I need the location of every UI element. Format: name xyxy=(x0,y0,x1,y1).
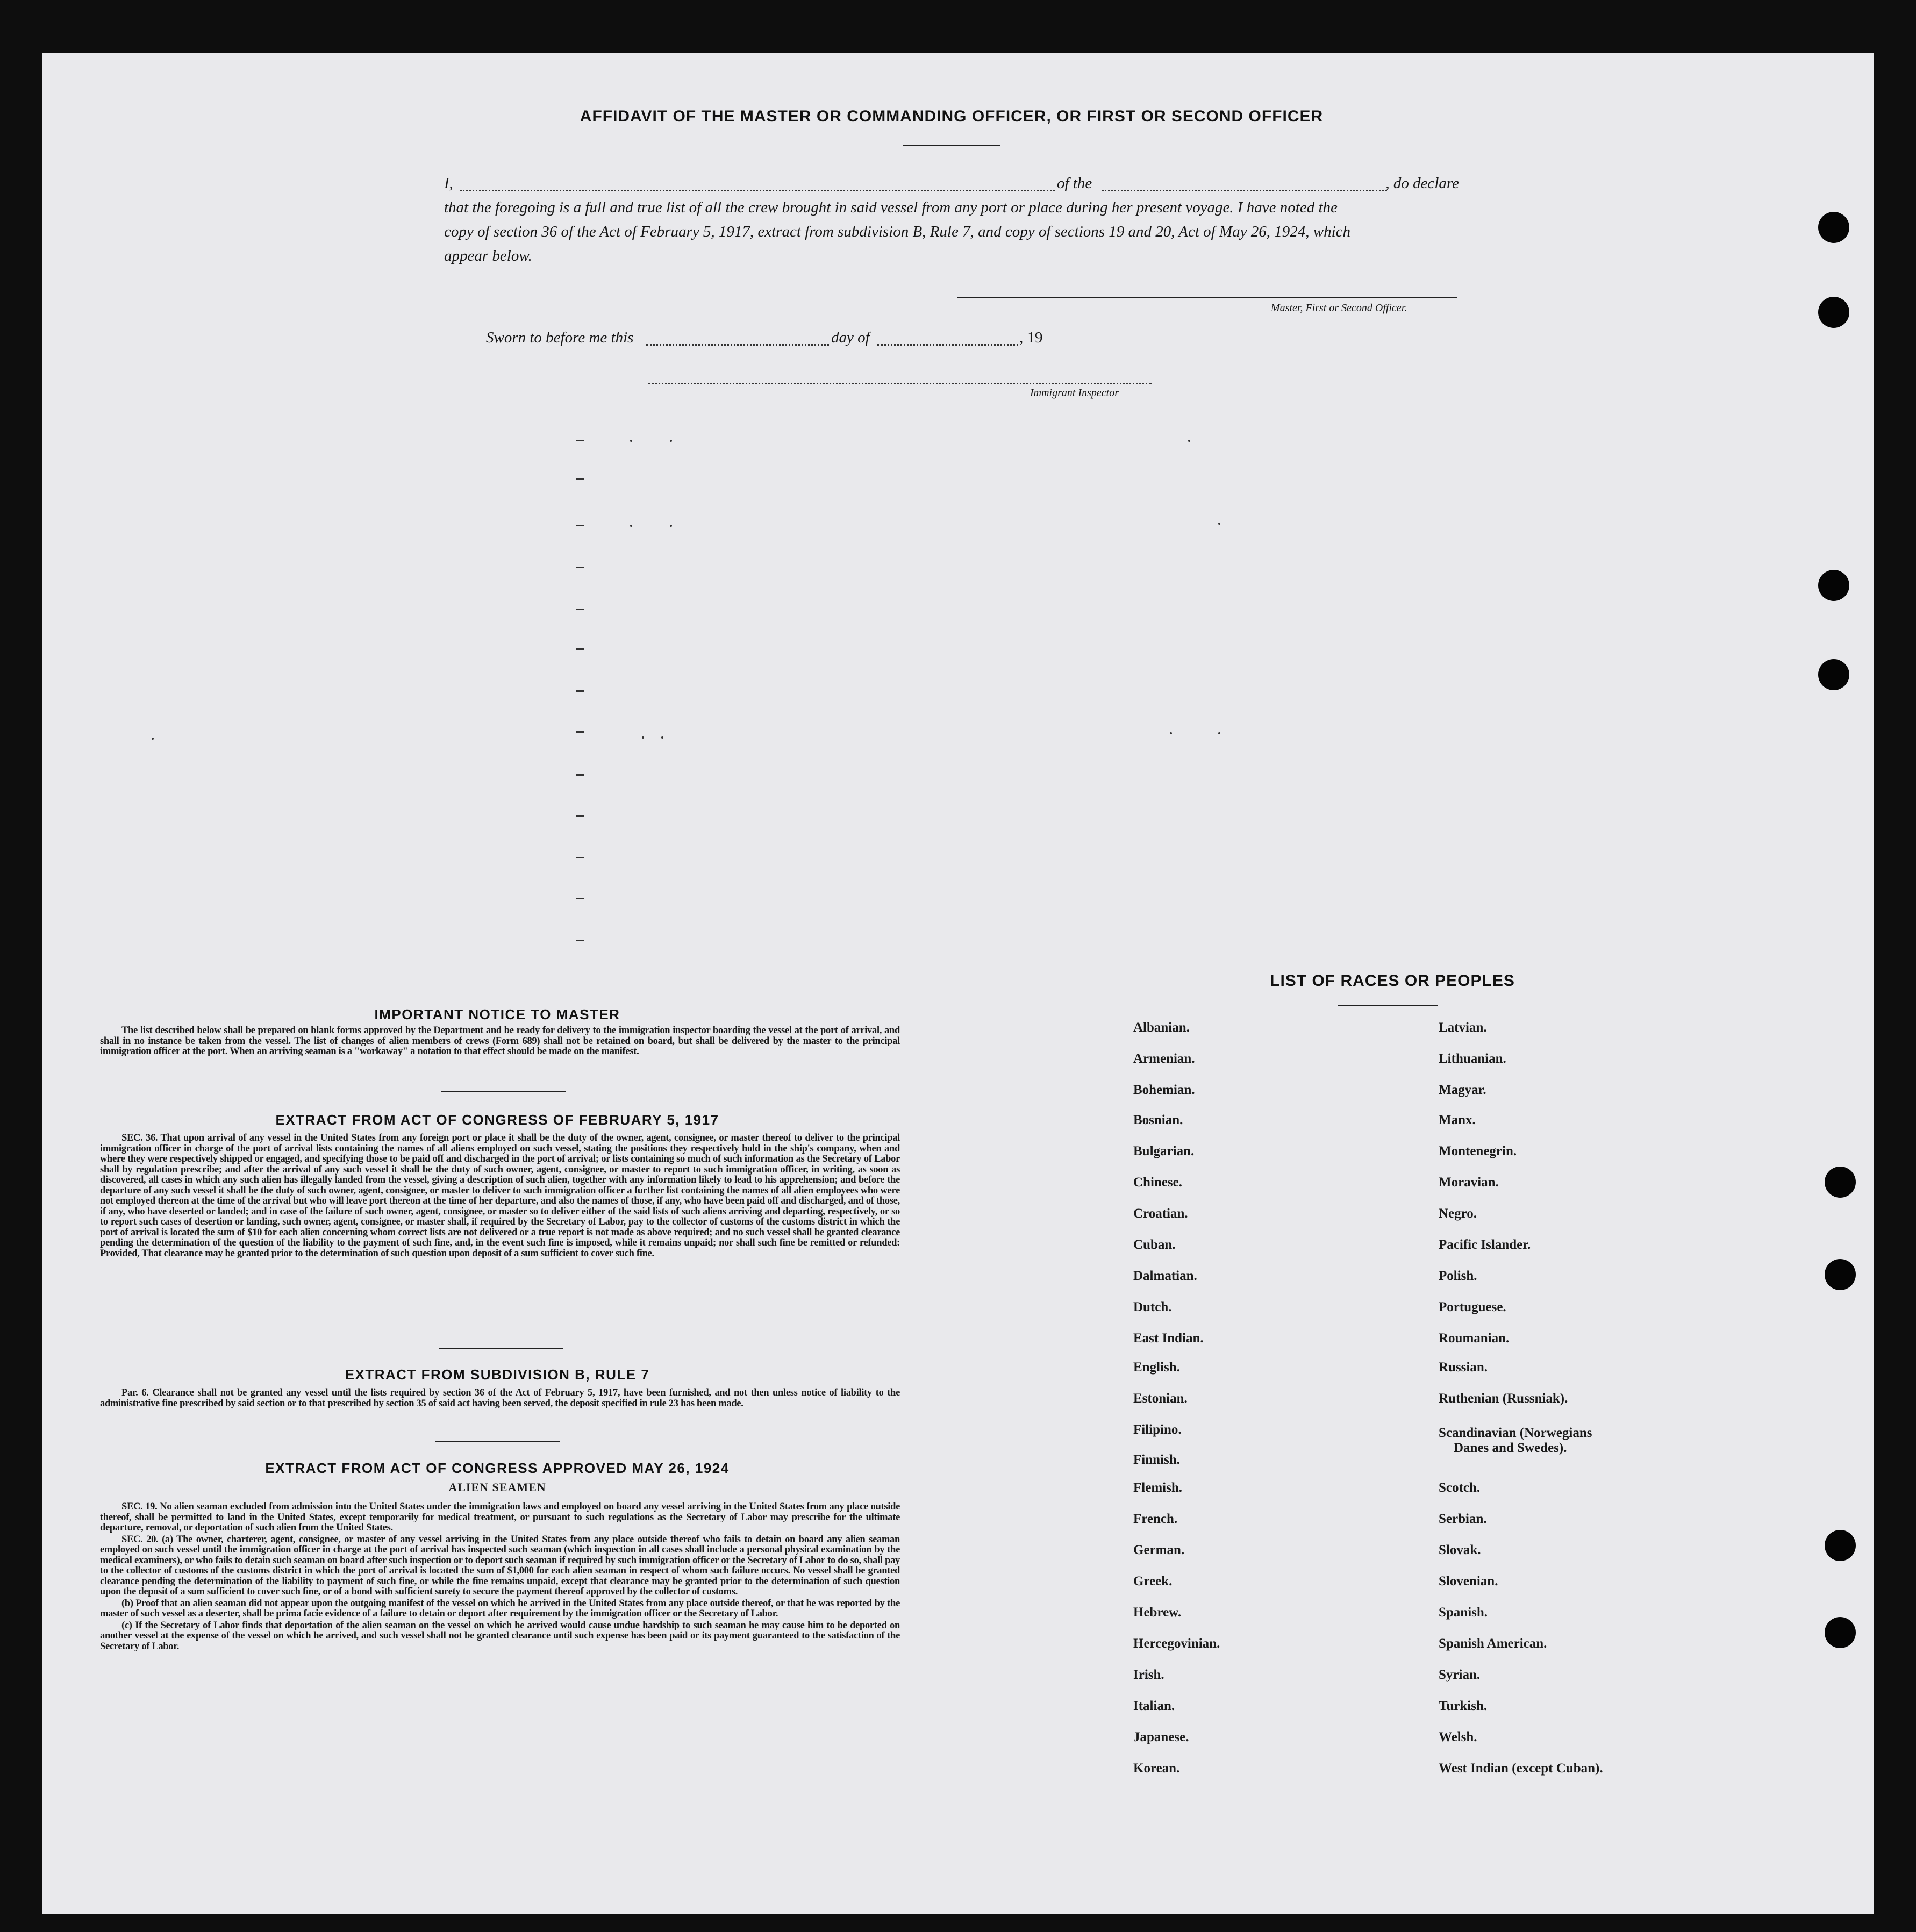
race-item: Hercegovinian. xyxy=(1133,1636,1220,1651)
affidavit-declare: , do declare xyxy=(1385,175,1459,192)
master-signature-label: Master, First or Second Officer. xyxy=(1271,302,1407,314)
race-item: Polish. xyxy=(1439,1269,1477,1283)
section-20b-paragraph: (b) Proof that an alien seaman did not appear upon the outgoing manifest of the vessel on which he arrived in the United States from any place outside thereof, or that he was reported by the master of such vessel as a deserter, shall be prima facie evidence of a failure to detain or deport after requirement by the immigration officer or the Secretary of Labor. xyxy=(100,1598,900,1619)
race-item: Dalmatian. xyxy=(1133,1269,1197,1283)
row-tick xyxy=(576,567,584,568)
vessel-blank xyxy=(1102,190,1387,191)
race-item: Lithuanian. xyxy=(1439,1051,1506,1066)
row-tick xyxy=(576,857,584,858)
binder-hole xyxy=(1825,1530,1856,1561)
race-item: Albanian. xyxy=(1133,1020,1190,1035)
race-item: Flemish. xyxy=(1133,1480,1182,1495)
extract-1924-title: EXTRACT FROM ACT OF CONGRESS APPROVED MAY 26, 1924 xyxy=(265,1460,730,1476)
race-item: Scandinavian (Norwegians xyxy=(1439,1426,1592,1440)
speck xyxy=(642,736,644,739)
row-tick xyxy=(576,525,584,526)
speck xyxy=(670,525,672,527)
row-tick xyxy=(576,690,584,692)
race-item: Slovenian. xyxy=(1439,1574,1498,1588)
master-signature-line xyxy=(957,297,1457,298)
race-item: Greek. xyxy=(1133,1574,1173,1588)
inspector-signature-label: Immigrant Inspector xyxy=(1030,387,1119,399)
race-item: Italian. xyxy=(1133,1699,1175,1713)
affidavit-i: I, xyxy=(444,175,453,192)
extract-1917-title: EXTRACT FROM ACT OF CONGRESS OF FEBRUARY 5, 1917 xyxy=(275,1112,719,1128)
race-item: Irish. xyxy=(1133,1668,1164,1682)
race-item: West Indian (except Cuban). xyxy=(1439,1761,1603,1776)
race-item: Russian. xyxy=(1439,1360,1488,1375)
sworn-day-of: day of xyxy=(831,329,870,346)
speck xyxy=(1188,440,1190,442)
binder-hole xyxy=(1818,297,1849,328)
inspector-signature-line xyxy=(648,383,1152,384)
rule7-paragraph: Par. 6. Clearance shall not be granted any vessel until the lists required by section 36 of the Act of February 5, 1917, have been furnished, and not then unless notice of liability to the administrative fine prescribed by said section or to that prescribed by section 35 of said act having been served, the deposit specified in rule 23 has been made. xyxy=(100,1387,900,1409)
races-title-divider xyxy=(1338,1005,1438,1006)
race-item: Ruthenian (Russniak). xyxy=(1439,1391,1568,1406)
race-item: Slovak. xyxy=(1439,1543,1481,1557)
race-item: East Indian. xyxy=(1133,1331,1204,1346)
title-divider xyxy=(903,145,1000,146)
race-item: Dutch. xyxy=(1133,1300,1172,1314)
speck xyxy=(1218,732,1220,734)
extract-rule7-text xyxy=(100,1388,900,1410)
binder-hole xyxy=(1818,212,1849,243)
race-item: Danes and Swedes). xyxy=(1454,1441,1567,1455)
alien-seamen-subtitle: ALIEN SEAMEN xyxy=(448,1480,546,1494)
race-item: Hebrew. xyxy=(1133,1605,1182,1620)
race-item: Spanish American. xyxy=(1439,1636,1547,1651)
sworn-line xyxy=(486,329,1131,350)
race-item: Bosnian. xyxy=(1133,1113,1183,1127)
race-item: Chinese. xyxy=(1133,1175,1182,1190)
affidavit-line-2: that the foregoing is a full and true list of all the crew brought in said vessel from any port or place during her present voyage. I have noted the xyxy=(444,199,1338,216)
race-item: Portuguese. xyxy=(1439,1300,1506,1314)
speck xyxy=(630,525,632,527)
extract-rule7-title: EXTRACT FROM SUBDIVISION B, RULE 7 xyxy=(345,1366,650,1383)
race-item: Roumanian. xyxy=(1439,1331,1510,1346)
affidavit-line-3: copy of section 36 of the Act of February 5, 1917, extract from subdivision B, Rule 7, and copy of sections 19 and 20, Act of May 26, 1924, which xyxy=(444,223,1351,240)
section-20a-paragraph: SEC. 20. (a) The owner, charterer, agent, consignee, or master of any vessel arriving in the United States from any place outside thereof who fails to detain on board any alien seaman employed on such vessel until the immigration officer in charge at the port of arrival has inspected such seaman (which inspection in all cases shall include a personal physical examination by the medical examiners), or who fails to detain such seaman on board after such inspection or to deport such seaman if required by such immigration officer or the Secretary of Labor to do so, shall pay to the collector of customs of the customs district in which the port of arrival is located the sum of $1,000 for each alien seaman in respect of whom such failure occurs. No vessel shall be granted clearance pending the determination of the liability to payment of such fine, or while the fine remains unpaid, except that clearance may be granted prior to the determination of such question upon the deposit of a sum sufficient to cover such fine, or of a bond with sufficient surety to secure the payment thereof approved by the collector of customs. xyxy=(100,1534,900,1597)
race-item: Syrian. xyxy=(1439,1668,1481,1682)
race-item: English. xyxy=(1133,1360,1180,1375)
speck xyxy=(670,440,672,442)
binder-hole xyxy=(1825,1167,1856,1198)
race-item: Pacific Islander. xyxy=(1439,1237,1531,1252)
sworn-day-blank xyxy=(646,344,829,346)
race-item: Manx. xyxy=(1439,1113,1476,1127)
extract-1917-text xyxy=(100,1133,900,1260)
race-item: Magyar. xyxy=(1439,1083,1486,1097)
notice-text xyxy=(100,1026,900,1058)
row-tick xyxy=(576,898,584,899)
affidavit-title: AFFIDAVIT OF THE MASTER OR COMMANDING OFFICER, OR FIRST OR SECOND OFFICER xyxy=(580,108,1324,125)
sworn-prefix: Sworn to before me this xyxy=(486,329,634,346)
sworn-year: , 19 xyxy=(1019,329,1043,346)
race-item: Bohemian. xyxy=(1133,1083,1195,1097)
section-20c-paragraph: (c) If the Secretary of Labor finds that deportation of the alien seaman on the vessel on which he arrived would cause undue hardship to such seaman he may cause him to be deported on another vessel at the expense of the vessel on which he arrived, and such vessel shall not be granted clearance until such expense has been paid or its payment guaranteed to the satisfaction of the Secretary of Labor. xyxy=(100,1620,900,1652)
notice-paragraph: The list described below shall be prepared on blank forms approved by the Department and be ready for delivery to the immigration inspector boarding the vessel at the port of arrival, and shall in no instance be taken from the vessel. The list of changes of alien members of crews (Form 689) shall not be retained on board, but shall be delivered by the master to the principal immigration officer at the port. When an arriving seaman is a "workaway" a notation to that effect should be made on the manifest. xyxy=(100,1025,900,1057)
speck xyxy=(661,736,663,739)
binder-hole xyxy=(1818,659,1849,690)
race-item: Negro. xyxy=(1439,1206,1477,1221)
extract-1924-text xyxy=(100,1502,900,1653)
row-tick xyxy=(576,731,584,733)
section-36-paragraph: SEC. 36. That upon arrival of any vessel in the United States from any foreign port or place it shall be the duty of the owner, agent, consignee, or master thereof to deliver to the principal immigration officer in charge of the port of arrival lists containing the names of all aliens employed on such vessel, stating the positions they respectively hold in the ship's company, when and where they were respectively shipped or engaged, and specifying those to be paid off and discharged in the port of arrival; or lists containing so much of such information as the Secretary of Labor shall by regulation prescribe; and after the arrival of any such vessel it shall be the duty of such owner, agent, consignee, or master to report to such immigration officer, in writing, as soon as discovered, all cases in which any such alien has illegally landed from the vessel, giving a description of such alien, together with any information likely to lead to his apprehension; and before the departure of any such vessel it shall be the duty of such owner, agent, consignee, or master to deliver to such immigration officer a further list containing the names of all alien employees who were not employed thereon at the time of the arrival but who will leave port thereon at the time of her departure, and also the names of those, if any, who have been paid off and discharged, and of those, if any, who have deserted or landed; and in case of the failure of such owner, agent, consignee, or master so to deliver either of the said lists of such aliens arriving and departing, respectively, or so to report such cases of desertion or landing, such owner, agent, consignee, or master shall, if required by the Secretary of Labor, pay to the collector of customs of the customs district in which the port of arrival is located the sum of $10 for each alien concerning whom correct lists are not delivered or a true report is not made as above required; and no such vessel shall be granted clearance pending the determination of the question of the liability to the payment of such fine, and, in the event such fine is imposed, while it remains unpaid; nor shall such fine be remitted or refunded: Provided, That clearance may be granted prior to the determination of such question upon deposit of a sum sufficient to cover such fine. xyxy=(100,1133,900,1259)
row-tick xyxy=(576,940,584,941)
race-item: Filipino. xyxy=(1133,1422,1182,1437)
race-item: Turkish. xyxy=(1439,1699,1488,1713)
race-item: Montenegrin. xyxy=(1439,1144,1517,1158)
row-tick xyxy=(576,648,584,650)
row-tick xyxy=(576,774,584,776)
section-divider xyxy=(439,1348,563,1349)
section-divider xyxy=(435,1441,560,1442)
notice-title: IMPORTANT NOTICE TO MASTER xyxy=(374,1006,620,1022)
race-item: Estonian. xyxy=(1133,1391,1188,1406)
sworn-month-blank xyxy=(877,344,1018,346)
speck xyxy=(152,738,154,740)
affidavit-line-1 xyxy=(444,175,1459,196)
race-item: Armenian. xyxy=(1133,1051,1195,1066)
row-tick xyxy=(576,815,584,817)
race-item: Scotch. xyxy=(1439,1480,1481,1495)
binder-hole xyxy=(1818,570,1849,601)
row-tick xyxy=(576,478,584,480)
race-item: French. xyxy=(1133,1512,1178,1526)
race-item: Welsh. xyxy=(1439,1730,1477,1744)
speck xyxy=(630,440,632,442)
race-item: Moravian. xyxy=(1439,1175,1499,1190)
affidavit-line-4: appear below. xyxy=(444,247,532,264)
speck xyxy=(1170,732,1172,734)
race-item: Cuban. xyxy=(1133,1237,1176,1252)
race-item: German. xyxy=(1133,1543,1185,1557)
speck xyxy=(1218,523,1220,525)
race-item: Latvian. xyxy=(1439,1020,1487,1035)
race-item: Japanese. xyxy=(1133,1730,1189,1744)
race-item: Croatian. xyxy=(1133,1206,1188,1221)
name-blank xyxy=(460,190,1055,191)
race-item: Korean. xyxy=(1133,1761,1180,1776)
race-item: Finnish. xyxy=(1133,1452,1180,1467)
binder-hole xyxy=(1825,1617,1856,1648)
row-tick xyxy=(576,609,584,610)
section-divider xyxy=(441,1091,566,1092)
races-title: LIST OF RACES OR PEOPLES xyxy=(1270,972,1515,990)
race-item: Serbian. xyxy=(1439,1512,1487,1526)
race-item: Spanish. xyxy=(1439,1605,1488,1620)
affidavit-of-the: of the xyxy=(1057,175,1092,192)
race-item: Bulgarian. xyxy=(1133,1144,1195,1158)
binder-hole xyxy=(1825,1259,1856,1290)
section-19-paragraph: SEC. 19. No alien seaman excluded from admission into the United States under the immigration laws and employed on board any vessel arriving in the United States from any place outside thereof, shall be permitted to land in the United States, except temporarily for medical treatment, or pursuant to such regulations as the Secretary of Labor may prescribe for the ultimate departure, removal, or deportation of such alien from the United States. xyxy=(100,1501,900,1533)
row-tick xyxy=(576,440,584,441)
